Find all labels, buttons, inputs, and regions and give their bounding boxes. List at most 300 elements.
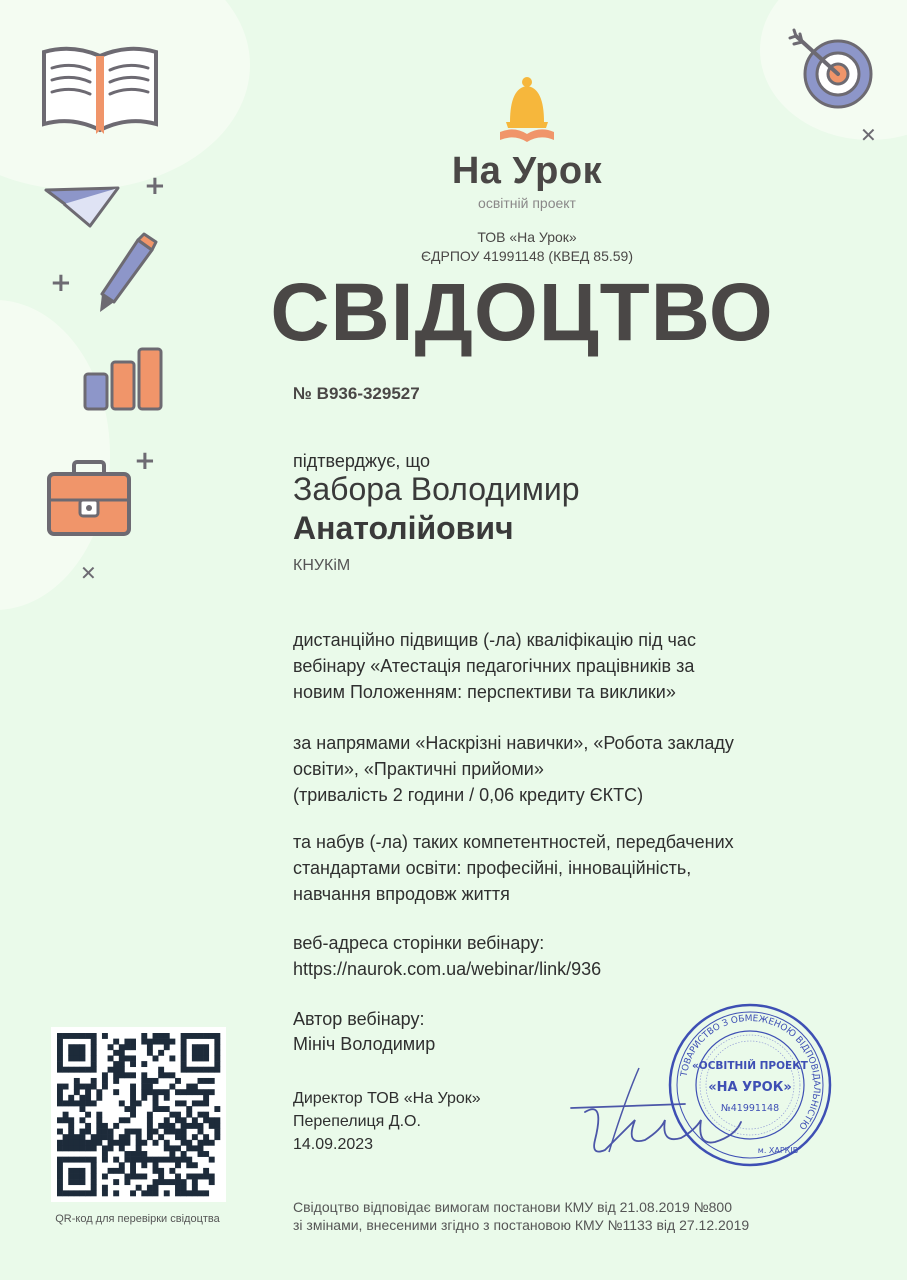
body-line: дистанційно підвищив (-ла) кваліфікацію під час <box>293 630 696 650</box>
qr-module <box>57 1117 63 1123</box>
qr-module <box>214 1039 220 1045</box>
qr-module <box>108 1140 114 1146</box>
qr-module <box>181 1179 187 1185</box>
qr-module <box>119 1117 125 1123</box>
qr-module <box>119 1162 125 1168</box>
qr-module <box>141 1174 147 1180</box>
qr-module <box>57 1145 63 1151</box>
certificate-title: СВІДОЦТВО <box>270 267 774 358</box>
qr-module <box>68 1117 74 1123</box>
qr-module <box>68 1055 74 1061</box>
qr-module <box>113 1190 119 1196</box>
qr-module <box>192 1117 198 1123</box>
qr-module <box>186 1033 192 1039</box>
qr-module <box>141 1039 147 1045</box>
recipient-name-line1: Забора Володимир <box>293 471 580 507</box>
qr-module <box>158 1134 164 1140</box>
qr-module <box>63 1067 69 1073</box>
qr-module <box>147 1117 153 1123</box>
qr-module <box>158 1033 164 1039</box>
qr-module <box>203 1055 209 1061</box>
qr-module <box>130 1157 136 1163</box>
qr-module <box>91 1055 97 1061</box>
stamp-code: №41991148 <box>720 1103 780 1114</box>
footnote-line1: Свідоцтво відповідає вимогам постанови КМУ від 21.08.2019 №800 <box>293 1199 733 1215</box>
body-line: за напрямами «Наскрізні навички», «Робота закладу <box>293 733 734 753</box>
qr-module <box>108 1067 114 1073</box>
qr-module <box>124 1134 130 1140</box>
qr-module <box>74 1157 80 1163</box>
qr-module <box>192 1089 198 1095</box>
qr-module <box>79 1050 85 1056</box>
qr-module <box>68 1033 74 1039</box>
body-line: стандартами освіти: професійні, інноваційність, <box>293 858 692 878</box>
qr-module <box>192 1174 198 1180</box>
qr-module <box>96 1134 102 1140</box>
qr-module <box>192 1055 198 1061</box>
qr-module <box>169 1123 175 1129</box>
qr-module <box>141 1061 147 1067</box>
stamp-outer-text: ТОВАРИСТВО З ОБМЕЖЕНОЮ ВІДПОВІДАЛЬНІСТЮ <box>679 1013 822 1131</box>
qr-module <box>79 1055 85 1061</box>
qr-module <box>214 1129 220 1135</box>
qr-module <box>153 1129 159 1135</box>
qr-module <box>181 1050 187 1056</box>
qr-module <box>186 1089 192 1095</box>
qr-module <box>203 1112 209 1118</box>
qr-module <box>113 1061 119 1067</box>
qr-module <box>198 1151 204 1157</box>
qr-module <box>108 1129 114 1135</box>
qr-module <box>175 1179 181 1185</box>
qr-module <box>158 1072 164 1078</box>
qr-module <box>79 1095 85 1101</box>
qr-module <box>153 1033 159 1039</box>
qr-module <box>153 1100 159 1106</box>
qr-module <box>209 1157 215 1163</box>
qr-module <box>57 1033 63 1039</box>
qr-module <box>85 1095 91 1101</box>
qr-module <box>203 1151 209 1157</box>
qr-module <box>91 1044 97 1050</box>
qr-module <box>186 1112 192 1118</box>
qr-module <box>57 1174 63 1180</box>
qr-module <box>102 1123 108 1129</box>
qr-module <box>136 1185 142 1191</box>
qr-module <box>79 1134 85 1140</box>
qr-module <box>102 1185 108 1191</box>
qr-module <box>141 1140 147 1146</box>
qr-module <box>181 1151 187 1157</box>
qr-module <box>130 1129 136 1135</box>
qr-module <box>169 1112 175 1118</box>
qr-module <box>79 1033 85 1039</box>
qr-module <box>57 1162 63 1168</box>
qr-module <box>175 1185 181 1191</box>
qr-module <box>214 1033 220 1039</box>
body-line: та набув (-ла) таких компетентностей, передбачених <box>293 832 734 852</box>
qr-module <box>153 1179 159 1185</box>
qr-module <box>124 1117 130 1123</box>
qr-module <box>91 1157 97 1163</box>
qr-module <box>57 1100 63 1106</box>
qr-module <box>113 1072 119 1078</box>
qr-module <box>198 1145 204 1151</box>
qr-module <box>68 1190 74 1196</box>
qr-module <box>175 1157 181 1163</box>
qr-module <box>164 1129 170 1135</box>
organization-name: ТОВ «На Урок» <box>477 229 577 245</box>
qr-module <box>214 1055 220 1061</box>
qr-module <box>192 1179 198 1185</box>
qr-module <box>164 1044 170 1050</box>
qr-module <box>91 1061 97 1067</box>
qr-module <box>147 1157 153 1163</box>
qr-module <box>74 1190 80 1196</box>
qr-module <box>203 1067 209 1073</box>
qr-module <box>108 1145 114 1151</box>
qr-module <box>68 1134 74 1140</box>
qr-module <box>175 1117 181 1123</box>
qr-module <box>91 1145 97 1151</box>
qr-module <box>74 1174 80 1180</box>
qr-module <box>57 1185 63 1191</box>
qr-module <box>57 1061 63 1067</box>
qr-module <box>91 1168 97 1174</box>
qr-module <box>175 1134 181 1140</box>
qr-module <box>181 1129 187 1135</box>
qr-module <box>119 1168 125 1174</box>
qr-module <box>153 1157 159 1163</box>
qr-module <box>91 1140 97 1146</box>
organization-code: ЄДРПОУ 41991148 (КВЕД 85.59) <box>420 248 633 264</box>
official-stamp <box>668 1003 832 1167</box>
qr-module <box>119 1055 125 1061</box>
qr-module <box>169 1055 175 1061</box>
qr-module <box>68 1168 74 1174</box>
qr-module <box>79 1100 85 1106</box>
qr-module <box>130 1084 136 1090</box>
qr-module <box>158 1039 164 1045</box>
qr-module <box>214 1134 220 1140</box>
qr-caption: QR-код для перевірки свідоцтва <box>55 1213 220 1225</box>
qr-module <box>192 1050 198 1056</box>
qr-module <box>113 1140 119 1146</box>
qr-module <box>85 1084 91 1090</box>
qr-module <box>164 1106 170 1112</box>
qr-module <box>198 1123 204 1129</box>
qr-module <box>147 1078 153 1084</box>
qr-module <box>79 1174 85 1180</box>
author-label: Автор вебінару: <box>293 1009 425 1029</box>
qr-module <box>209 1078 215 1084</box>
stamp-line1: «ОСВІТНІЙ ПРОЕКТ <box>692 1060 808 1072</box>
qr-module <box>192 1123 198 1129</box>
qr-code[interactable] <box>51 1027 226 1202</box>
qr-module <box>113 1067 119 1073</box>
qr-module <box>169 1084 175 1090</box>
qr-module <box>74 1078 80 1084</box>
qr-module <box>186 1123 192 1129</box>
qr-module <box>175 1190 181 1196</box>
qr-module <box>124 1106 130 1112</box>
qr-module <box>164 1117 170 1123</box>
qr-module <box>214 1044 220 1050</box>
qr-module <box>91 1174 97 1180</box>
qr-module <box>57 1067 63 1073</box>
stamp-line2: «НА УРОК» <box>708 1080 792 1095</box>
qr-module <box>91 1084 97 1090</box>
qr-module <box>68 1157 74 1163</box>
qr-module <box>164 1033 170 1039</box>
qr-module <box>130 1190 136 1196</box>
qr-module <box>192 1044 198 1050</box>
qr-module <box>102 1129 108 1135</box>
qr-module <box>63 1157 69 1163</box>
qr-module <box>74 1100 80 1106</box>
recipient-institution: КНУКіМ <box>293 557 351 574</box>
qr-module <box>96 1089 102 1095</box>
qr-module <box>175 1078 181 1084</box>
qr-module <box>119 1140 125 1146</box>
qr-module <box>192 1033 198 1039</box>
qr-module <box>91 1050 97 1056</box>
qr-module <box>153 1190 159 1196</box>
qr-module <box>68 1050 74 1056</box>
qr-module <box>181 1033 187 1039</box>
qr-module <box>164 1190 170 1196</box>
qr-module <box>158 1179 164 1185</box>
qr-module <box>198 1089 204 1095</box>
plus-icon: + <box>134 446 156 476</box>
qr-module <box>57 1168 63 1174</box>
qr-module <box>74 1168 80 1174</box>
qr-module <box>130 1072 136 1078</box>
qr-module <box>57 1044 63 1050</box>
body-line: вебінару «Атестація педагогічних працівників за <box>293 656 695 676</box>
qr-module <box>181 1067 187 1073</box>
qr-module <box>63 1100 69 1106</box>
confirms-text: підтверджує, що <box>293 451 431 471</box>
qr-module <box>164 1072 170 1078</box>
qr-module <box>186 1190 192 1196</box>
qr-module <box>203 1174 209 1180</box>
qr-module <box>79 1168 85 1174</box>
qr-module <box>203 1117 209 1123</box>
qr-module <box>113 1157 119 1163</box>
issue-date: 14.09.2023 <box>293 1136 374 1153</box>
qr-module <box>158 1067 164 1073</box>
qr-module <box>169 1151 175 1157</box>
qr-module <box>147 1123 153 1129</box>
qr-module <box>68 1140 74 1146</box>
qr-module <box>169 1168 175 1174</box>
qr-module <box>203 1100 209 1106</box>
stamp-city: м. ХАРКІВ <box>757 1146 799 1155</box>
qr-module <box>186 1162 192 1168</box>
qr-module <box>136 1157 142 1163</box>
qr-module <box>153 1039 159 1045</box>
qr-module <box>147 1129 153 1135</box>
qr-module <box>153 1055 159 1061</box>
qr-module <box>130 1095 136 1101</box>
qr-module <box>130 1055 136 1061</box>
qr-module <box>203 1095 209 1101</box>
qr-module <box>147 1185 153 1191</box>
qr-module <box>91 1033 97 1039</box>
qr-module <box>214 1117 220 1123</box>
qr-module <box>91 1185 97 1191</box>
qr-module <box>79 1140 85 1146</box>
qr-module <box>63 1140 69 1146</box>
qr-module <box>147 1039 153 1045</box>
qr-module <box>130 1039 136 1045</box>
qr-module <box>119 1145 125 1151</box>
qr-module <box>96 1112 102 1118</box>
qr-module <box>57 1050 63 1056</box>
qr-module <box>57 1179 63 1185</box>
qr-module <box>124 1151 130 1157</box>
qr-module <box>79 1106 85 1112</box>
plus-icon: + <box>144 171 166 201</box>
qr-module <box>192 1100 198 1106</box>
qr-module <box>136 1151 142 1157</box>
qr-module <box>102 1033 108 1039</box>
plus-icon: + <box>50 268 72 298</box>
qr-module <box>186 1084 192 1090</box>
qr-module <box>153 1168 159 1174</box>
qr-module <box>198 1100 204 1106</box>
qr-module <box>102 1151 108 1157</box>
qr-module <box>130 1168 136 1174</box>
qr-module <box>124 1174 130 1180</box>
qr-module <box>102 1078 108 1084</box>
qr-module <box>203 1033 209 1039</box>
qr-module <box>85 1157 91 1163</box>
qr-module <box>91 1190 97 1196</box>
footnote-line2: зі змінами, внесеними згідно з постановою КМУ №1133 від 27.12.2019 <box>293 1217 750 1233</box>
qr-module <box>169 1072 175 1078</box>
qr-module <box>74 1145 80 1151</box>
qr-module <box>214 1106 220 1112</box>
author-name: Мініч Володимир <box>293 1034 436 1054</box>
qr-module <box>209 1033 215 1039</box>
book-icon <box>38 38 162 134</box>
qr-module <box>57 1129 63 1135</box>
qr-module <box>192 1190 198 1196</box>
qr-module <box>141 1084 147 1090</box>
qr-module <box>164 1157 170 1163</box>
qr-module <box>85 1145 91 1151</box>
qr-module <box>130 1151 136 1157</box>
qr-module <box>158 1168 164 1174</box>
qr-module <box>130 1106 136 1112</box>
qr-module <box>68 1129 74 1135</box>
qr-module <box>79 1157 85 1163</box>
qr-module <box>119 1067 125 1073</box>
qr-module <box>198 1129 204 1135</box>
qr-module <box>175 1145 181 1151</box>
qr-module <box>141 1072 147 1078</box>
qr-module <box>79 1190 85 1196</box>
qr-module <box>74 1134 80 1140</box>
qr-module <box>181 1140 187 1146</box>
qr-module <box>164 1039 170 1045</box>
qr-module <box>102 1157 108 1163</box>
director-title: Директор ТОВ «На Урок» <box>293 1090 481 1107</box>
qr-module <box>147 1190 153 1196</box>
qr-module <box>175 1112 181 1118</box>
qr-module <box>57 1084 63 1090</box>
qr-module <box>169 1145 175 1151</box>
qr-module <box>214 1067 220 1073</box>
qr-module <box>68 1044 74 1050</box>
qr-module <box>102 1072 108 1078</box>
qr-module <box>181 1117 187 1123</box>
qr-module <box>181 1157 187 1163</box>
qr-module <box>68 1145 74 1151</box>
qr-module <box>79 1129 85 1135</box>
qr-module <box>74 1179 80 1185</box>
qr-module <box>198 1044 204 1050</box>
qr-module <box>141 1190 147 1196</box>
qr-module <box>147 1089 153 1095</box>
qr-module <box>91 1067 97 1073</box>
qr-module <box>192 1185 198 1191</box>
qr-module <box>181 1190 187 1196</box>
qr-module <box>192 1084 198 1090</box>
qr-module <box>85 1067 91 1073</box>
qr-module <box>79 1145 85 1151</box>
body-line: навчання впродовж життя <box>293 884 510 904</box>
qr-module <box>198 1078 204 1084</box>
qr-module <box>169 1179 175 1185</box>
qr-module <box>63 1033 69 1039</box>
qr-module <box>209 1117 215 1123</box>
qr-module <box>209 1179 215 1185</box>
qr-module <box>181 1044 187 1050</box>
qr-module <box>63 1190 69 1196</box>
qr-module <box>164 1089 170 1095</box>
brand-name: На Урок <box>451 150 603 192</box>
qr-module <box>209 1174 215 1180</box>
qr-module <box>96 1123 102 1129</box>
certificate-number: № В936-329527 <box>293 384 420 403</box>
qr-module <box>158 1174 164 1180</box>
qr-module <box>74 1089 80 1095</box>
qr-module <box>124 1157 130 1163</box>
qr-module <box>74 1084 80 1090</box>
cross-icon: ✕ <box>80 561 97 585</box>
qr-module <box>79 1084 85 1090</box>
qr-module <box>124 1044 130 1050</box>
qr-module <box>198 1174 204 1180</box>
qr-module <box>203 1190 209 1196</box>
qr-module <box>141 1078 147 1084</box>
qr-module <box>141 1089 147 1095</box>
qr-module <box>57 1190 63 1196</box>
qr-module <box>91 1100 97 1106</box>
qr-module <box>124 1039 130 1045</box>
qr-module <box>153 1095 159 1101</box>
qr-module <box>203 1050 209 1056</box>
qr-module <box>214 1061 220 1067</box>
qr-module <box>130 1044 136 1050</box>
qr-module <box>130 1089 136 1095</box>
qr-module <box>164 1123 170 1129</box>
qr-module <box>124 1140 130 1146</box>
qr-module <box>203 1089 209 1095</box>
